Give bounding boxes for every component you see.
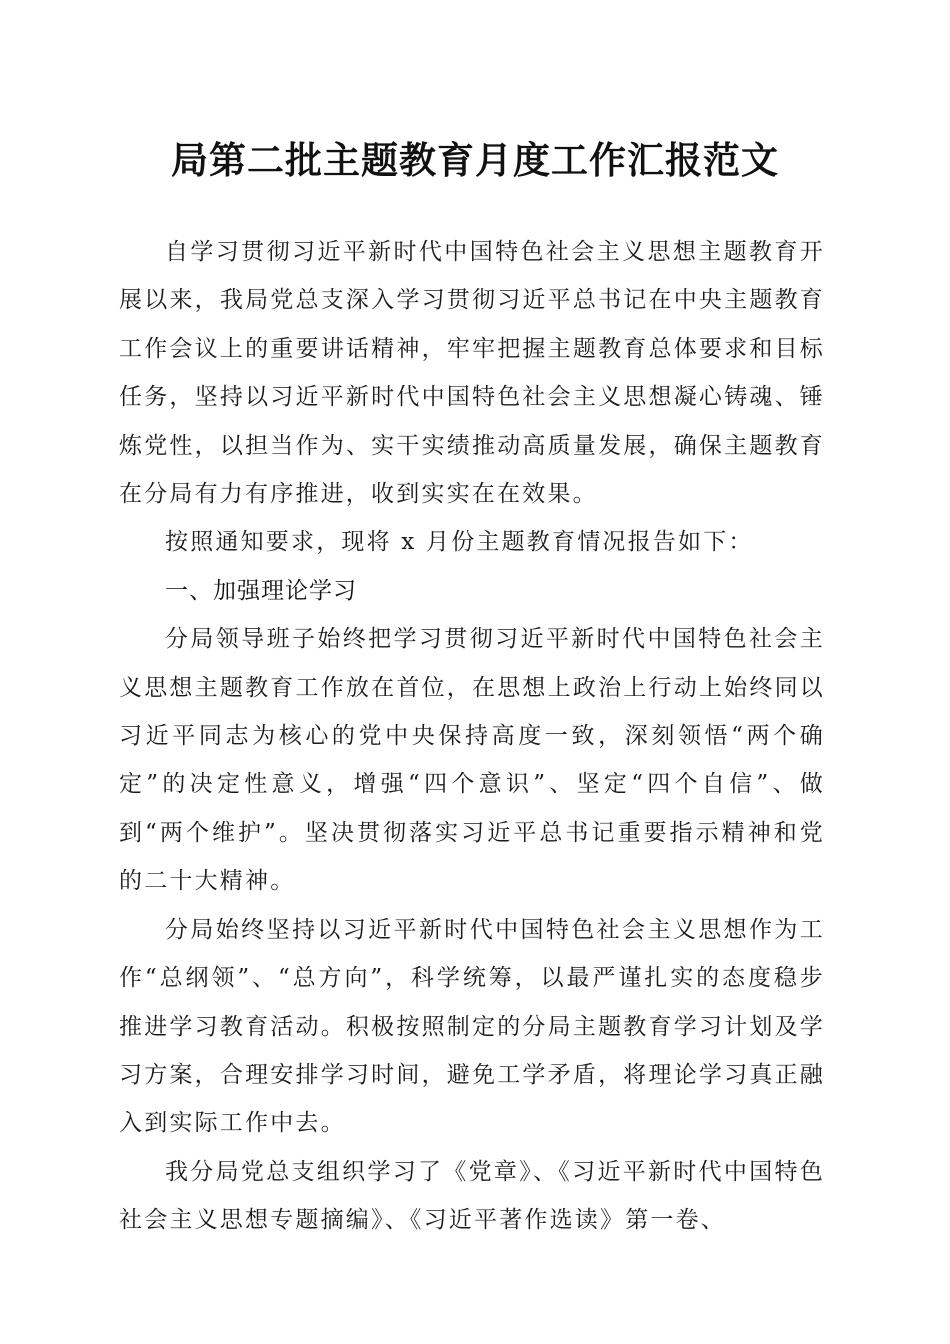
document-body	[119, 228, 825, 1245]
study-plan-paragraph: 分局始终坚持以习近平新时代中国特色社会主义思想作为工作“总纲领”、“总方向”，科学统筹，以最严谨扎实的态度稳步推进学习教育活动。积极按照制定的分局主题教育学习计划及学习方案，合理安排学习时间，避免工学矛盾，将理论学习真正融入到实际工作中去。	[119, 916, 825, 1137]
study-materials-paragraph: 我分局党总支组织学习了《党章》、《习近平新时代中国特色社会主义思想专题摘编》、《习近平著作选读》第一卷、	[119, 1158, 825, 1234]
leadership-paragraph: 分局领导班子始终把学习贯彻习近平新时代中国特色社会主义思想主题教育工作放在首位，在思想上政治上行动上始终同以习近平同志为核心的党中央保持高度一致，深刻领悟“两个确定”的决定性意义，增强“四个意识”、坚定“四个自信”、做到“两个维护”。坚决贯彻落实习近平总书记重要指示精神和党的二十大精神。	[119, 626, 825, 895]
section-heading-theory-study: 一、加强理论学习	[165, 577, 357, 604]
document-title: 局第二批主题教育月度工作汇报范文	[171, 138, 779, 182]
intro-paragraph: 自学习贯彻习近平新时代中国特色社会主义思想主题教育开展以来，我局党总支深入学习贯彻习近平总书记在中央主题教育工作会议上的重要讲话精神，牢牢把握主题教育总体要求和目标任务，坚持以习近平新时代中国特色社会主义思想凝心铸魂、锤炼党性，以担当作为、实干实绩推动高质量发展，确保主题教育在分局有力有序推进，收到实实在在效果。	[119, 239, 825, 508]
report-notice-paragraph: 按照通知要求，现将 x 月份主题教育情况报告如下：	[165, 529, 754, 556]
